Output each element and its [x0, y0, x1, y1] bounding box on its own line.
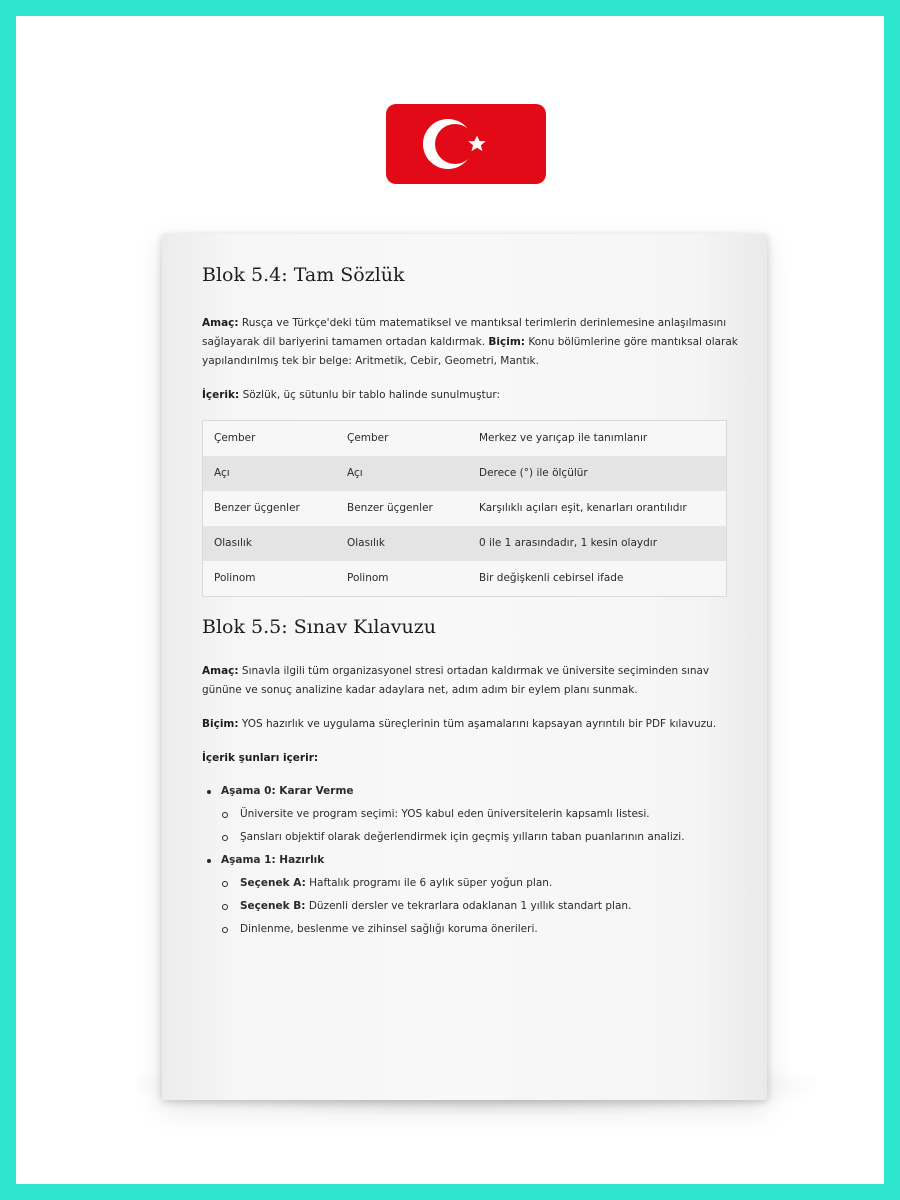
table-cell: Benzer üçgenler [214, 502, 300, 514]
option-b-label: Seçenek B: [240, 900, 306, 912]
table-row [203, 421, 726, 456]
list-item [202, 918, 742, 941]
table-cell: Bir değişkenli cebirsel ifade [479, 572, 624, 584]
sub-bullet-icon [222, 927, 228, 933]
glossary-table [202, 420, 727, 597]
stage-1-option-b [240, 895, 631, 918]
option-a-label: Seçenek A: [240, 877, 306, 889]
table-cell: Benzer üçgenler [347, 502, 433, 514]
list-item [202, 803, 742, 826]
stage-0-item: Şansları objektif olarak değerlendirmek için geçmiş yılların taban puanlarının analizi. [240, 831, 685, 843]
block-5-4-content [202, 386, 742, 405]
block-5-5-format [202, 715, 742, 734]
table-cell: Merkez ve yarıçap ile tanımlanır [479, 432, 648, 444]
block-5-5-includes [202, 749, 742, 768]
format-text: YOS hazırlık ve uygulama süreçlerinin tüm aşamalarını kapsayan ayrıntılı bir PDF kılavuzu. [241, 718, 717, 730]
sub-bullet-icon [222, 881, 228, 887]
table-cell: Olasılık [214, 537, 252, 549]
table-cell: Olasılık [347, 537, 385, 549]
sub-bullet-icon [222, 904, 228, 910]
bullet-icon [207, 790, 211, 794]
format-label: Biçim: [488, 336, 525, 348]
turkey-flag-icon [386, 104, 546, 184]
table-cell: Karşılıklı açıları eşit, kenarları orantılıdır [479, 502, 687, 514]
table-row [203, 561, 726, 596]
sub-bullet-icon [222, 812, 228, 818]
list-item [202, 826, 742, 849]
includes-label: İçerik şunları içerir: [202, 752, 319, 764]
format-text: Konu bölümlerine göre mantıksal olarak yapılandırılmış tek bir belge: Aritmetik, Cebir, Geometri, Mantık. [202, 336, 738, 367]
list-item [202, 780, 742, 803]
block-5-5-title: Blok 5.5: Sınav Kılavuzu [202, 616, 437, 638]
purpose-text: Rusça ve Türkçe'deki tüm matematiksel ve mantıksal terimlerin derinlemesine anlaşılmasını sağlayarak dil bariyerini tamamen ortadan kaldırmak. [202, 317, 727, 348]
purpose-label: Amaç: [202, 317, 239, 329]
format-label: Biçim: [202, 718, 239, 730]
list-item [202, 849, 742, 872]
bullet-icon [207, 859, 211, 863]
page-frame [16, 16, 884, 1184]
stage-0-title: Aşama 0: Karar Verme [221, 785, 354, 797]
table-row [203, 456, 726, 491]
purpose-label: Amaç: [202, 665, 239, 677]
table-row [203, 491, 726, 526]
table-cell: Çember [347, 432, 389, 444]
document-sheet [162, 234, 767, 1100]
stages-list [202, 780, 742, 941]
table-cell: Açı [347, 467, 363, 479]
table-cell: Derece (°) ile ölçülür [479, 467, 588, 479]
content-text: Sözlük, üç sütunlu bir tablo halinde sunulmuştur: [242, 389, 501, 401]
list-item [202, 895, 742, 918]
content-label: İçerik: [202, 389, 240, 401]
block-5-4-title: Blok 5.4: Tam Sözlük [202, 264, 405, 286]
stage-0-item: Üniversite ve program seçimi: YOS kabul eden üniversitelerin kapsamlı listesi. [240, 808, 650, 820]
table-cell: 0 ile 1 arasındadır, 1 kesin olaydır [479, 537, 658, 549]
table-cell: Açı [214, 467, 230, 479]
table-cell: Çember [214, 432, 256, 444]
table-cell: Polinom [347, 572, 389, 584]
stage-1-title: Aşama 1: Hazırlık [221, 854, 325, 866]
list-item [202, 872, 742, 895]
stage-1-option-a [240, 872, 552, 895]
table-row [203, 526, 726, 561]
block-5-4-purpose [202, 314, 742, 371]
option-a-text: Haftalık programı ile 6 aylık süper yoğun plan. [309, 877, 553, 889]
block-5-5-purpose [202, 662, 742, 700]
table-cell: Polinom [214, 572, 256, 584]
option-b-text: Düzenli dersler ve tekrarlara odaklanan 1 yıllık standart plan. [308, 900, 632, 912]
sub-bullet-icon [222, 835, 228, 841]
purpose-text: Sınavla ilgili tüm organizasyonel stresi ortadan kaldırmak ve üniversite seçiminden sınav gününe ve sonuç analizine kadar adaylara net, adım adım bir eylem planı sunmak. [202, 665, 710, 696]
stage-1-item: Dinlenme, beslenme ve zihinsel sağlığı koruma önerileri. [240, 923, 538, 935]
